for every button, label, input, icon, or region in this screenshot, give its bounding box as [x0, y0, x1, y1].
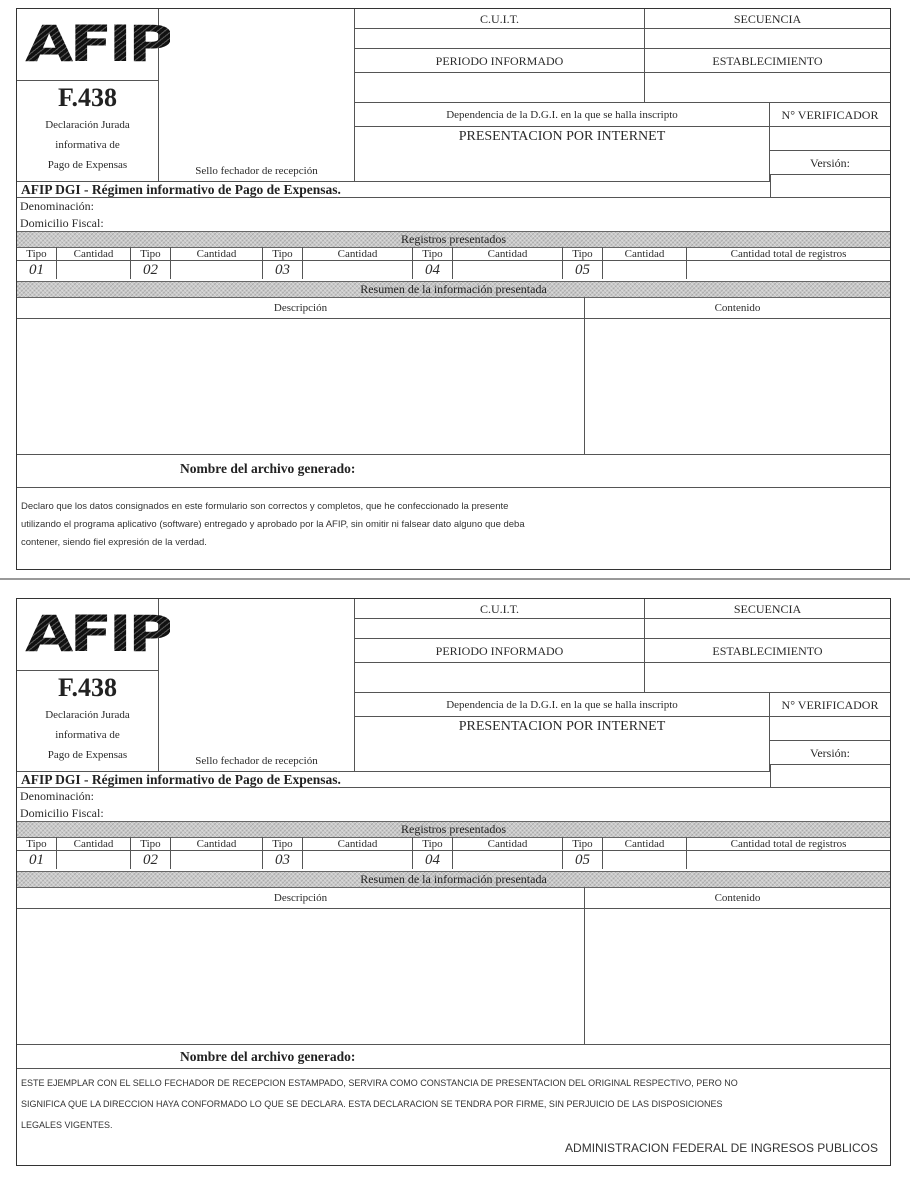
tipo-header: Tipo: [17, 247, 57, 261]
total-field[interactable]: [687, 261, 890, 279]
registros-header: Registros presentados: [17, 821, 890, 838]
declaration-line: LEGALES VIGENTES.: [21, 1120, 113, 1130]
cuit-label: C.U.I.T.: [355, 599, 645, 619]
cuit-field[interactable]: [355, 29, 645, 49]
form-desc-1: Declaración Jurada: [45, 709, 130, 721]
tipo-value: 03: [263, 261, 303, 279]
cantidad-header: Cantidad: [57, 837, 131, 851]
domicilio-label: Domicilio Fiscal:: [20, 216, 104, 230]
afip-logo: AFIP: [25, 15, 171, 73]
tipo-value: 01: [17, 261, 57, 279]
tipo-header: Tipo: [563, 247, 603, 261]
afip-form: [16, 598, 891, 1166]
tipo-value: 05: [563, 261, 603, 279]
establecimiento-label: ESTABLECIMIENTO: [645, 49, 890, 73]
declaration-text: [17, 487, 890, 552]
tipo-value: 02: [131, 261, 171, 279]
form-desc-1: Declaración Jurada: [45, 119, 130, 131]
cantidad-header: Cantidad: [303, 247, 413, 261]
tipo-value: 05: [563, 851, 603, 869]
denominacion-label: Denominación:: [20, 199, 94, 213]
cantidad-header: Cantidad: [453, 837, 563, 851]
declaration-line: SIGNIFICA QUE LA DIRECCION HAYA CONFORMADO LO QUE SE DECLARA. ESTA DECLARACION SE TENDRA POR FIRME, SIN PERJUICIO DE LAS DISPOSICIONES: [21, 1099, 723, 1109]
tipo-value: 04: [413, 261, 453, 279]
cantidad-field[interactable]: [453, 851, 563, 869]
contenido-area[interactable]: [585, 909, 890, 1045]
regimen-title: AFIP DGI - Régimen informativo de Pago de Expensas.: [21, 772, 341, 787]
afip-form: [16, 8, 891, 570]
declaration-line: ESTE EJEMPLAR CON EL SELLO FECHADOR DE RECEPCION ESTAMPADO, SERVIRA COMO CONSTANCIA DE PRESENTACION DEL ORIGINAL RESPECTIVO, PERO NO: [21, 1078, 738, 1088]
contenido-area[interactable]: [585, 319, 890, 455]
establecimiento-field[interactable]: [645, 73, 890, 103]
stamp-area: [159, 9, 355, 181]
contenido-header: Contenido: [585, 887, 890, 909]
form-desc-2: informativa de: [55, 139, 120, 151]
cantidad-field[interactable]: [603, 851, 687, 869]
tipo-header: Tipo: [413, 837, 453, 851]
declaration-text: [21, 1073, 886, 1136]
verificador-label: N° VERIFICADOR: [770, 103, 890, 127]
verificador-field[interactable]: [770, 127, 890, 151]
resumen-header: Resumen de la información presentada: [17, 281, 890, 298]
descripcion-header: Descripción: [17, 297, 585, 319]
version-field[interactable]: [770, 765, 890, 787]
verificador-field[interactable]: [770, 717, 890, 741]
dependencia-label: Dependencia de la D.G.I. en la que se halla inscripto: [355, 103, 770, 127]
form-id-cell: [17, 671, 159, 771]
establecimiento-field[interactable]: [645, 663, 890, 693]
cantidad-header: Cantidad: [171, 247, 263, 261]
secuencia-field[interactable]: [645, 619, 890, 639]
denominacion-label: Denominación:: [20, 789, 94, 803]
archivo-label: Nombre del archivo generado:: [180, 1049, 356, 1064]
domicilio-label: Domicilio Fiscal:: [20, 806, 104, 820]
tipo-value: 04: [413, 851, 453, 869]
tipo-header: Tipo: [413, 247, 453, 261]
establecimiento-label: ESTABLECIMIENTO: [645, 639, 890, 663]
logo-cell: [17, 9, 171, 81]
declaration-line: contener, siendo fiel expresión de la verdad.: [21, 537, 207, 548]
archivo-row: [17, 1047, 890, 1069]
archivo-row: [17, 455, 890, 485]
form-desc-3: Pago de Expensas: [47, 159, 128, 171]
secuencia-field[interactable]: [645, 29, 890, 49]
cantidad-field[interactable]: [303, 851, 413, 869]
registros-header: Registros presentados: [17, 231, 890, 248]
descripcion-area[interactable]: [17, 909, 585, 1045]
cantidad-header: Cantidad: [171, 837, 263, 851]
total-header: Cantidad total de registros: [687, 247, 890, 261]
dependencia-label: Dependencia de la D.G.I. en la que se halla inscripto: [355, 693, 770, 717]
cantidad-field[interactable]: [171, 851, 263, 869]
contenido-header: Contenido: [585, 297, 890, 319]
total-field[interactable]: [687, 851, 890, 869]
logo-cell: [17, 599, 171, 671]
afip-logo: AFIP: [25, 605, 171, 663]
cantidad-header: Cantidad: [303, 837, 413, 851]
version-field[interactable]: [770, 175, 890, 197]
presentacion-text: PRESENTACION POR INTERNET: [355, 717, 770, 771]
cantidad-field[interactable]: [603, 261, 687, 279]
resumen-header: Resumen de la información presentada: [17, 871, 890, 888]
cantidad-field[interactable]: [57, 851, 131, 869]
form-desc-2: informativa de: [55, 729, 120, 741]
page-separator: [0, 578, 910, 580]
agency-signature: ADMINISTRACION FEDERAL DE INGRESOS PUBLICOS: [565, 1141, 878, 1155]
version-label: Versión:: [770, 151, 890, 175]
form-number: F.438: [58, 673, 117, 702]
cantidad-header: Cantidad: [603, 247, 687, 261]
cuit-field[interactable]: [355, 619, 645, 639]
secuencia-label: SECUENCIA: [645, 9, 890, 29]
declaration-line: utilizando el programa aplicativo (software) entregado y aprobado por la AFIP, sin omitir ni falsear dato alguno que deba: [21, 519, 525, 530]
verificador-label: N° VERIFICADOR: [770, 693, 890, 717]
presentacion-text: PRESENTACION POR INTERNET: [355, 127, 770, 181]
tipo-header: Tipo: [263, 837, 303, 851]
tipo-header: Tipo: [131, 247, 171, 261]
tipo-value: 02: [131, 851, 171, 869]
cantidad-field[interactable]: [453, 261, 563, 279]
periodo-label: PERIODO INFORMADO: [355, 639, 645, 663]
form-number: F.438: [58, 83, 117, 112]
version-label: Versión:: [770, 741, 890, 765]
registros-table: [17, 247, 890, 281]
stamp-area: [159, 599, 355, 771]
archivo-label: Nombre del archivo generado:: [180, 461, 356, 476]
cantidad-field[interactable]: [171, 261, 263, 279]
tipo-header: Tipo: [263, 247, 303, 261]
registros-table: [17, 837, 890, 871]
secuencia-label: SECUENCIA: [645, 599, 890, 619]
periodo-field[interactable]: [355, 663, 645, 693]
descripcion-header: Descripción: [17, 887, 585, 909]
periodo-field[interactable]: [355, 73, 645, 103]
tipo-value: 03: [263, 851, 303, 869]
stamp-label: Sello fechador de recepción: [195, 755, 318, 767]
tipo-header: Tipo: [131, 837, 171, 851]
cantidad-field[interactable]: [303, 261, 413, 279]
cuit-label: C.U.I.T.: [355, 9, 645, 29]
tipo-header: Tipo: [17, 837, 57, 851]
cantidad-header: Cantidad: [453, 247, 563, 261]
declaration-line: Declaro que los datos consignados en este formulario son correctos y completos, que he confeccionado la presente: [21, 501, 509, 512]
form-id-cell: [17, 81, 159, 181]
stamp-label: Sello fechador de recepción: [195, 165, 318, 177]
title-row: [17, 771, 770, 787]
cantidad-field[interactable]: [57, 261, 131, 279]
cantidad-header: Cantidad: [603, 837, 687, 851]
cantidad-header: Cantidad: [57, 247, 131, 261]
tipo-header: Tipo: [563, 837, 603, 851]
regimen-title: AFIP DGI - Régimen informativo de Pago de Expensas.: [21, 182, 341, 197]
title-row: [17, 181, 770, 197]
tipo-value: 01: [17, 851, 57, 869]
descripcion-area[interactable]: [17, 319, 585, 455]
total-header: Cantidad total de registros: [687, 837, 890, 851]
form-desc-3: Pago de Expensas: [47, 749, 128, 761]
periodo-label: PERIODO INFORMADO: [355, 49, 645, 73]
